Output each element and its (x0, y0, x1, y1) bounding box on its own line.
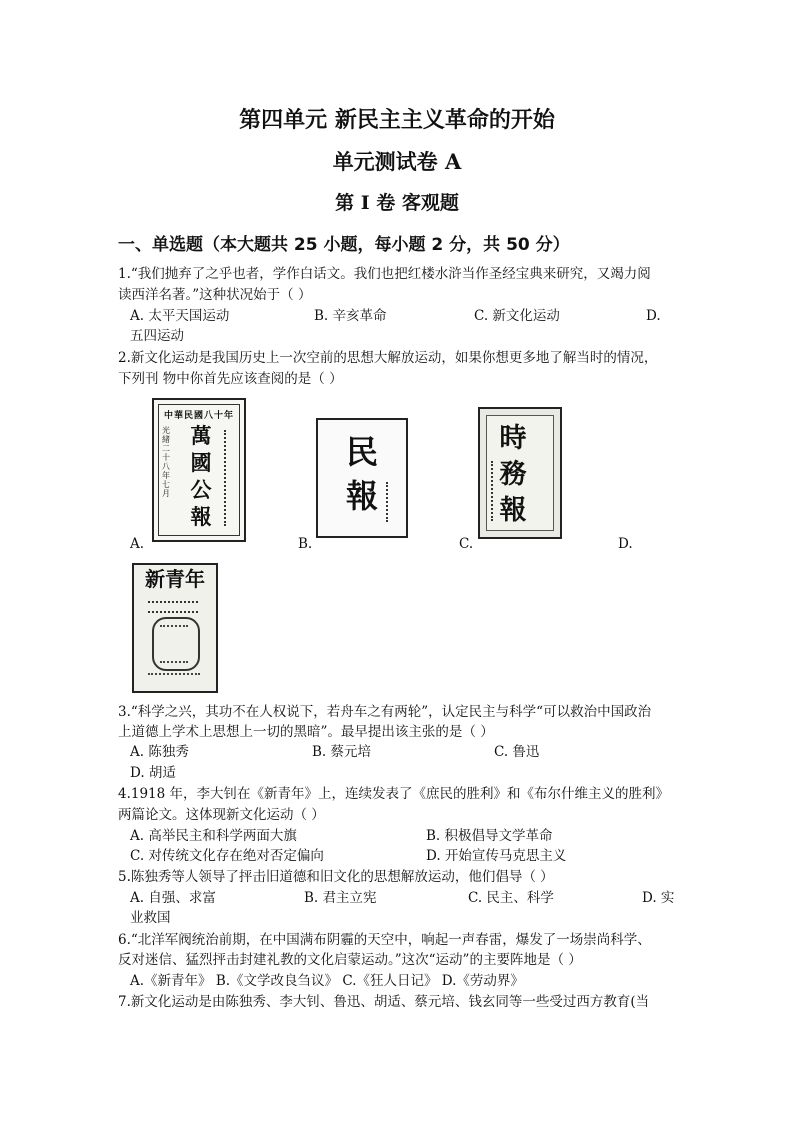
section-heading: 一、单选题（本大题共 25 小题，每小题 2 分，共 50 分） (118, 235, 570, 255)
cover-a-char-4: 報 (190, 504, 212, 529)
q2-option-b: B. (298, 536, 313, 552)
q3-line2: 上道德上学术上思想上一切的黑暗”。最早提出该主张的是（ ） (118, 724, 494, 740)
cover-c-char-2: 務 (499, 459, 527, 490)
cover-b-char-1: 民 (345, 433, 378, 471)
cover-c-char-3: 報 (499, 495, 527, 526)
q1-line1: 1.“我们抛弃了之乎也者，学作白话文。我们也把红楼水浒当作圣经宝典来研究，又竭力阅 (118, 266, 651, 282)
test-subtitle: 单元测试卷 A (332, 149, 462, 174)
q5-option-d: D. 实 (642, 890, 675, 906)
q3-line1: 3.“科学之兴，其功不在人权说下，若舟车之有两轮”，认定民主与科学“可以救治中国政治 (118, 704, 652, 720)
cover-d-char-2: 青 (165, 567, 185, 591)
q1-option-d: D. (646, 308, 661, 324)
cover-image-xinqingnian (132, 563, 218, 693)
cover-image-shiwubao (478, 407, 562, 539)
q5-option-d-text: 业救国 (130, 910, 171, 926)
q1-option-a: A. 太平天国运动 (130, 308, 230, 324)
q2-option-a: A. (130, 536, 145, 552)
q2-line2: 下列刊 物中你首先应该查阅的是（ ） (118, 371, 343, 387)
q2-line1: 2.新文化运动是我国历史上一次空前的思想大解放运动，如果你想更多地了解当时的情况， (118, 350, 658, 366)
q2-option-c: C. (459, 536, 474, 552)
cover-a-char-3: 公 (190, 477, 212, 502)
q4-option-b: B. 积极倡导文学革命 (426, 828, 553, 844)
q1-option-d-text: 五四运动 (130, 328, 184, 344)
q6-options: A.《新青年》 B.《文学改良刍议》 C.《狂人日记》 D.《劳动界》 (130, 973, 524, 989)
cover-d-char-3: 年 (185, 567, 205, 591)
q4-option-c: C. 对传统文化存在绝对否定偏向 (130, 848, 324, 864)
q3-option-d: D. 胡适 (130, 765, 176, 781)
q3-option-a: A. 陈独秀 (130, 744, 189, 760)
q7-line1: 7.新文化运动是由陈独秀、李大钊、鲁迅、胡适、蔡元培、钱玄同等一些受过西方教育(当 (118, 994, 650, 1010)
cover-a-char-1: 萬 (190, 423, 212, 448)
cover-a-char-2: 國 (190, 450, 212, 475)
cover-image-minbao (316, 418, 408, 538)
cover-a-side-text: 光緒二十八年七月 (162, 426, 170, 498)
cover-a-top-text: 中華民國八十年 (163, 411, 234, 421)
q2-option-d: D. (618, 536, 633, 552)
q4-line1: 4.1918 年，李大钊在《新青年》上，连续发表了《庶民的胜利》和《布尔什维主义的胜利》 (118, 786, 670, 802)
q5-line1: 5.陈独秀等人领导了抨击旧道德和旧文化的思想解放运动，他们倡导（ ） (118, 869, 554, 885)
cover-c-char-1: 時 (499, 423, 527, 454)
q1-option-c: C. 新文化运动 (474, 308, 560, 324)
q6-line2: 反对迷信、猛烈抨击封建礼教的文化启蒙运动。”这次“运动”的主要阵地是（ ） (118, 952, 582, 968)
q3-option-b: B. 蔡元培 (312, 744, 372, 760)
q1-line2: 读西洋名著。”这种状况始于（ ） (118, 287, 312, 303)
cover-b-char-2: 報 (345, 477, 378, 515)
volume-title: 第 I 卷 客观题 (335, 192, 459, 214)
q3-option-c: C. 鲁迅 (494, 744, 540, 760)
cover-d-char-1: 新 (145, 567, 165, 591)
cover-image-wanguo-gongbao (152, 398, 246, 542)
unit-title: 第四单元 新民主主义革命的开始 (239, 107, 555, 133)
q1-option-b: B. 辛亥革命 (314, 308, 387, 324)
q4-option-d: D. 开始宣传马克思主义 (426, 848, 567, 864)
q6-line1: 6.“北洋军阀统治前期，在中国满布阴霾的天空中，响起一声春雷，爆发了一场崇尚科学、 (118, 932, 651, 948)
q5-option-c: C. 民主、科学 (468, 890, 554, 906)
q5-option-b: B. 君主立宪 (304, 890, 377, 906)
q5-option-a: A. 自强、求富 (130, 890, 216, 906)
q4-option-a: A. 高举民主和科学两面大旗 (130, 828, 297, 844)
q4-line2: 两篇论文。这体现新文化运动（ ） (118, 807, 325, 823)
